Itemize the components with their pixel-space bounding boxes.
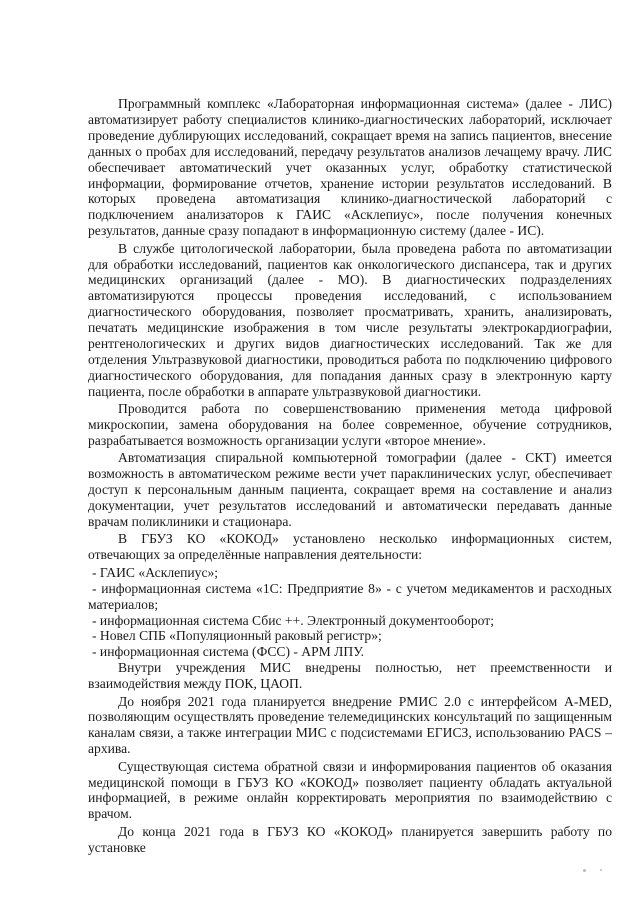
paragraph-ct: Автоматизация спиральной компьютерной томографии (далее - СКТ) имеется возможность в автоматическом режиме вести учет параклинических услуг, обеспечивает доступ к персональным данным пациента, сокращает время на составление и анализ документации, учет результатов исследований и автоматически передавать данные врачам поликлиники и стационара. [88,450,612,530]
paragraph-lis: Программный комплекс «Лабораторная информационная система» (далее - ЛИС) автоматизирует работу специалистов клинико-диагностических лабораторий, исключает проведение дублирующих исследований, сокращает время на запись пациентов, внесение данных о пробах для исследований, передачу результатов анализов лечащему врачу. ЛИС обеспечивает автоматический учет оказанных услуг, обработку статистической информации, формирование отчетов, хранение истории результатов исследований. В которых проведена автоматизация клинико-диагностической лабораторий с подключением анализаторов к ГАИС «Асклепиус», после получения конечных результатов, данные сразу попадают в информационную систему (далее - ИС). [88,96,612,239]
paragraph-plan: До конца 2021 года в ГБУЗ КО «КОКОД» планируется завершить работу по установке [88,823,612,855]
scan-speck [600,869,602,871]
list-item: - информационная система (ФСС) - АРМ ЛПУ. [92,644,365,660]
paragraph-cytology: В службе цитологической лаборатории, была проведена работа по автоматизации для обработки исследований, пациентов как онкологического диспансера, так и других медицинских организаций (далее - МО). В диагностических подразделениях автоматизируются процессы проведения исследований, с использованием диагностического оборудования, позволяет просматривать, хранить, анализировать, печатать медицинские изображения в том числе результаты электрокардиографии, рентгенологических и других видов диагностических исследований. Так же для отделения Ультразвуковой диагностики, проводиться работа по подключению цифрового диагностического оборудования, для попадания данных сразу в электронную карту пациента, после обработки в аппарате ультразвуковой диагностики. [88,240,612,399]
paragraph-rmis: До ноября 2021 года планируется внедрение РМИС 2.0 с интерфейсом A-MED, позволяющим осуществлять проведение телемедицинских консультаций по защищенным каналам связи, а также интеграции МИС с подсистемами ЕГИСЗ, использованию PACS – архива. [88,693,612,757]
list-item: - ГАИС «Асклепиус»; [92,564,219,580]
scan-speck [583,869,586,872]
list-item: - информационная система «1С: Предприятие 8» - с учетом медикаментов и расходных материалов; [88,580,612,612]
paragraph-feedback: Существующая система обратной связи и информирования пациентов об оказания медицинской помощи в ГБУЗ КО «КОКОД» позволяет пациенту обладать актуальной информацией, в режиме онлайн корректировать мероприятия по взаимодействию с врачом. [88,758,612,822]
list-item: - Новел СПБ «Популяционный раковый регистр»; [92,628,382,644]
list-item: - информационная система Сбис ++. Электронный документооборот; [92,612,494,628]
paragraph-mis: Внутри учреждения МИС внедрены полностью, нет преемственности и взаимодействия между ПОК, ЦАОП. [88,660,612,692]
paragraph-systems-intro: В ГБУЗ КО «КОКОД» установлено несколько информационных систем, отвечающих за определённые направления деятельности: [88,531,612,563]
paragraph-microscopy: Проводится работа по совершенствованию применения метода цифровой микроскопии, замена оборудования на более современное, обучение сотрудников, разрабатывается возможность организации услуги «второе мнение». [88,401,612,449]
document-body [88,96,612,857]
